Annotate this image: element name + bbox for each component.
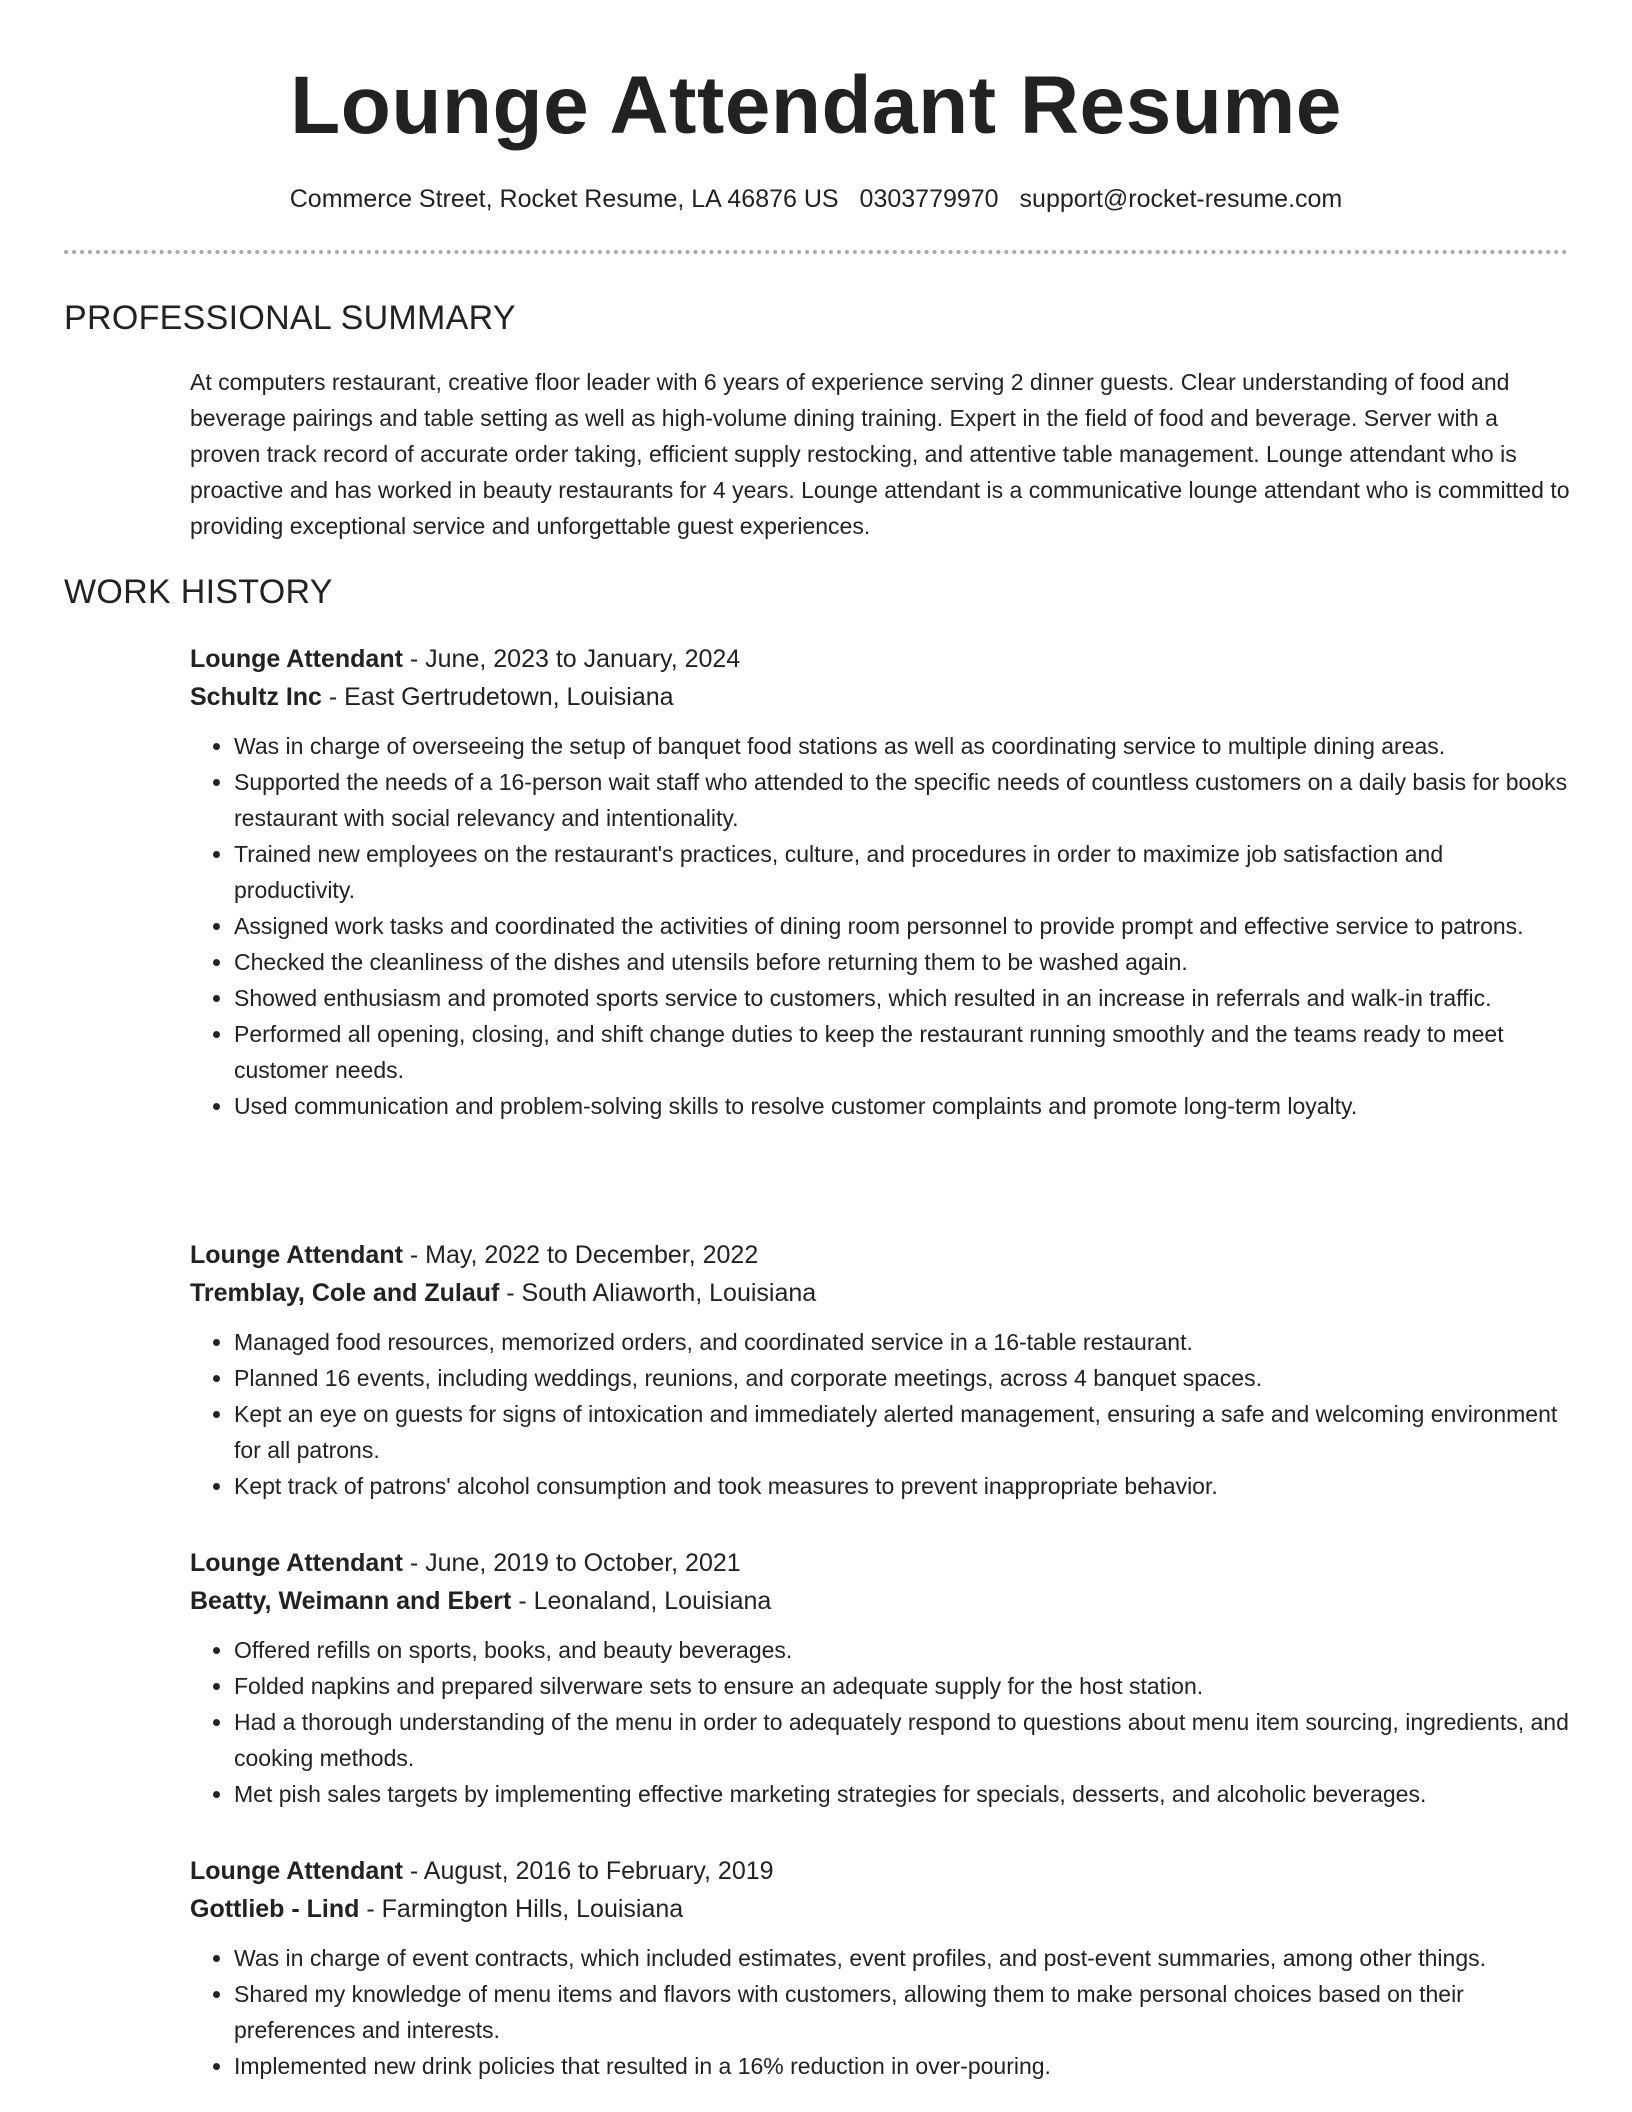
job-company: Tremblay, Cole and Zulauf bbox=[190, 1279, 500, 1307]
job-title-line bbox=[190, 640, 1570, 678]
job-bullet: • Used communication and problem-solving skills to resolve customer complaints and promote long-term loyalty. bbox=[234, 1088, 1570, 1124]
contact-address: Commerce Street, Rocket Resume, LA 46876 US bbox=[289, 185, 839, 213]
job-entry bbox=[190, 1544, 1570, 1812]
job-dates: - June, 2023 to January, 2024 bbox=[402, 645, 741, 673]
job-title-line bbox=[190, 1236, 1570, 1274]
summary-text: At computers restaurant, creative floor leader with 6 years of experience serving 2 dinner guests. Clear understanding of food and beverage pairings and table setting as well as high-volume dining training. Expert in the field of food and beverage. Server with a proven track record of accurate order taking, efficient supply restocking, and attentive table management. Lounge attendant who is proactive and has worked in beauty restaurants for 4 years. Lounge attendant is a communicative lounge attendant who is committed to providing exceptional service and unforgettable guest experiences. bbox=[190, 369, 1570, 539]
job-bullet: • Folded napkins and prepared silverware sets to ensure an adequate supply for the host station. bbox=[234, 1668, 1570, 1704]
contact-email: support@rocket-resume.com bbox=[1019, 185, 1343, 213]
job-title: Lounge Attendant bbox=[190, 1549, 403, 1577]
job-location: - Farmington Hills, Louisiana bbox=[359, 1895, 684, 1923]
contact-phone: 0303779970 bbox=[859, 185, 999, 213]
contact-line bbox=[0, 182, 1632, 216]
resume-title: Lounge Attendant Resume bbox=[290, 60, 1342, 151]
job-company-line bbox=[190, 1274, 1570, 1312]
job-bullets bbox=[190, 1324, 1570, 1504]
job-bullet: • Assigned work tasks and coordinated the activities of dining room personnel to provide prompt and effective service to patrons. bbox=[234, 908, 1570, 944]
job-company: Gottlieb - Lind bbox=[190, 1895, 360, 1923]
job-entry bbox=[190, 1852, 1570, 2084]
job-bullet: • Implemented new drink policies that resulted in a 16% reduction in over-pouring. bbox=[234, 2048, 1570, 2084]
job-bullet: • Checked the cleanliness of the dishes and utensils before returning them to be washed again. bbox=[234, 944, 1570, 980]
job-company: Beatty, Weimann and Ebert bbox=[190, 1587, 512, 1615]
job-bullets bbox=[190, 1940, 1570, 2084]
job-bullet: • Shared my knowledge of menu items and flavors with customers, allowing them to make personal choices based on their preferences and interests. bbox=[234, 1976, 1570, 2048]
header-divider bbox=[64, 250, 1568, 254]
job-title-line bbox=[190, 1544, 1570, 1582]
summary-heading: PROFESSIONAL SUMMARY bbox=[64, 299, 516, 337]
job-bullets bbox=[190, 1632, 1570, 1812]
job-title: Lounge Attendant bbox=[190, 1857, 403, 1885]
job-title-line bbox=[190, 1852, 1570, 1890]
job-entry bbox=[190, 640, 1570, 1124]
job-dates: - May, 2022 to December, 2022 bbox=[402, 1241, 759, 1269]
job-company: Schultz Inc bbox=[190, 683, 322, 711]
job-bullet: • Performed all opening, closing, and shift change duties to keep the restaurant running smoothly and the teams ready to meet customer needs. bbox=[234, 1016, 1570, 1088]
job-bullet: • Planned 16 events, including weddings, reunions, and corporate meetings, across 4 banquet spaces. bbox=[234, 1360, 1570, 1396]
job-location: - East Gertrudetown, Louisiana bbox=[321, 683, 674, 711]
job-bullet: • Supported the needs of a 16-person wait staff who attended to the specific needs of countless customers on a daily basis for books restaurant with social relevancy and intentionality. bbox=[234, 764, 1570, 836]
job-dates: - June, 2019 to October, 2021 bbox=[402, 1549, 741, 1577]
job-bullet: • Offered refills on sports, books, and beauty beverages. bbox=[234, 1632, 1570, 1668]
job-title: Lounge Attendant bbox=[190, 1241, 403, 1269]
job-bullets bbox=[190, 728, 1570, 1124]
job-bullet: • Kept an eye on guests for signs of intoxication and immediately alerted management, ensuring a safe and welcoming environment for all patrons. bbox=[234, 1396, 1570, 1468]
job-bullet: • Managed food resources, memorized orders, and coordinated service in a 16-table restaurant. bbox=[234, 1324, 1570, 1360]
work-history-heading: WORK HISTORY bbox=[64, 573, 333, 611]
job-bullet: • Had a thorough understanding of the menu in order to adequately respond to questions about menu item sourcing, ingredients, and cooking methods. bbox=[234, 1704, 1570, 1776]
job-entry bbox=[190, 1236, 1570, 1504]
job-bullet: • Showed enthusiasm and promoted sports service to customers, which resulted in an increase in referrals and walk-in traffic. bbox=[234, 980, 1570, 1016]
job-company-line bbox=[190, 678, 1570, 716]
job-company-line bbox=[190, 1582, 1570, 1620]
job-location: - South Aliaworth, Louisiana bbox=[499, 1279, 817, 1307]
job-company-line bbox=[190, 1890, 1570, 1928]
job-bullet: • Was in charge of event contracts, which included estimates, event profiles, and post-event summaries, among other things. bbox=[234, 1940, 1570, 1976]
job-location: - Leonaland, Louisiana bbox=[511, 1587, 772, 1615]
job-bullet: • Was in charge of overseeing the setup of banquet food stations as well as coordinating service to multiple dining areas. bbox=[234, 728, 1570, 764]
job-bullet: • Trained new employees on the restaurant's practices, culture, and procedures in order to maximize job satisfaction and productivity. bbox=[234, 836, 1570, 908]
job-title: Lounge Attendant bbox=[190, 645, 403, 673]
job-bullet: • Met pish sales targets by implementing effective marketing strategies for specials, desserts, and alcoholic beverages. bbox=[234, 1776, 1570, 1812]
job-dates: - August, 2016 to February, 2019 bbox=[402, 1857, 774, 1885]
job-bullet: • Kept track of patrons' alcohol consumption and took measures to prevent inappropriate behavior. bbox=[234, 1468, 1570, 1504]
